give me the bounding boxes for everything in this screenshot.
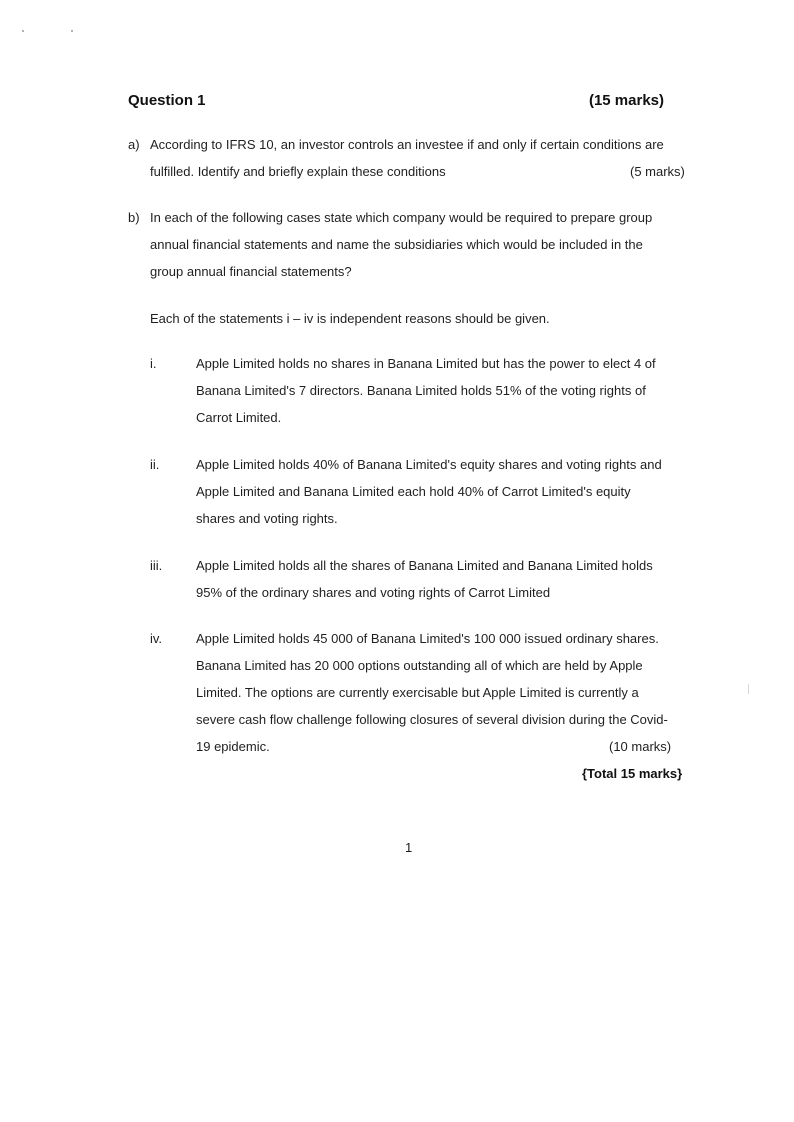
list-item xyxy=(196,451,716,532)
part-b-label: b) xyxy=(128,210,140,225)
part-b-marks: (10 marks) xyxy=(609,739,672,754)
total-marks: {Total 15 marks} xyxy=(582,766,683,781)
item-line: Banana Limited has 20 000 options outstanding all of which are held by Apple xyxy=(196,658,643,673)
item-line: 19 epidemic. xyxy=(196,739,270,754)
part-b-line: In each of the following cases state which company would be required to prepare group xyxy=(150,210,653,225)
part-a-text xyxy=(150,131,710,185)
item-numeral: iii. xyxy=(150,558,163,573)
scan-mark xyxy=(748,684,749,694)
part-b-note: Each of the statements i – iv is independent reasons should be given. xyxy=(150,311,550,326)
part-b-line: group annual financial statements? xyxy=(150,264,352,279)
item-line: shares and voting rights. xyxy=(196,511,338,526)
part-a-line: According to IFRS 10, an investor controls an investee if and only if certain conditions are xyxy=(150,137,664,152)
part-b-line: annual financial statements and name the subsidiaries which would be included in the xyxy=(150,237,643,252)
part-a-marks: (5 marks) xyxy=(630,164,685,179)
part-a-label: a) xyxy=(128,137,140,152)
scan-speck xyxy=(22,30,24,32)
item-line: Apple Limited holds 45 000 of Banana Limited's 100 000 issued ordinary shares. xyxy=(196,631,659,646)
item-line: Apple Limited holds all the shares of Banana Limited and Banana Limited holds xyxy=(196,558,653,573)
item-numeral: ii. xyxy=(150,457,160,472)
list-item xyxy=(196,350,716,431)
item-line: severe cash flow challenge following closures of several division during the Covid- xyxy=(196,712,668,727)
question-marks: (15 marks) xyxy=(588,92,664,109)
part-b-text xyxy=(150,204,710,285)
page-number: 1 xyxy=(405,840,413,855)
item-numeral: iv. xyxy=(150,631,163,646)
item-line: Banana Limited's 7 directors. Banana Limited holds 51% of the voting rights of xyxy=(196,383,646,398)
item-line: Limited. The options are currently exercisable but Apple Limited is currently a xyxy=(196,685,639,700)
item-line: Carrot Limited. xyxy=(196,410,282,425)
question-title: Question 1 xyxy=(128,92,206,109)
item-line: 95% of the ordinary shares and voting rights of Carrot Limited xyxy=(196,585,551,600)
item-numeral: i. xyxy=(150,356,157,371)
item-line: Apple Limited holds 40% of Banana Limited's equity shares and voting rights and xyxy=(196,457,662,472)
list-item xyxy=(196,552,716,606)
item-line: Apple Limited and Banana Limited each hold 40% of Carrot Limited's equity xyxy=(196,484,631,499)
item-line: Apple Limited holds no shares in Banana Limited but has the power to elect 4 of xyxy=(196,356,656,371)
part-a-line: fulfilled. Identify and briefly explain these conditions xyxy=(150,164,446,179)
scan-speck xyxy=(71,30,73,32)
